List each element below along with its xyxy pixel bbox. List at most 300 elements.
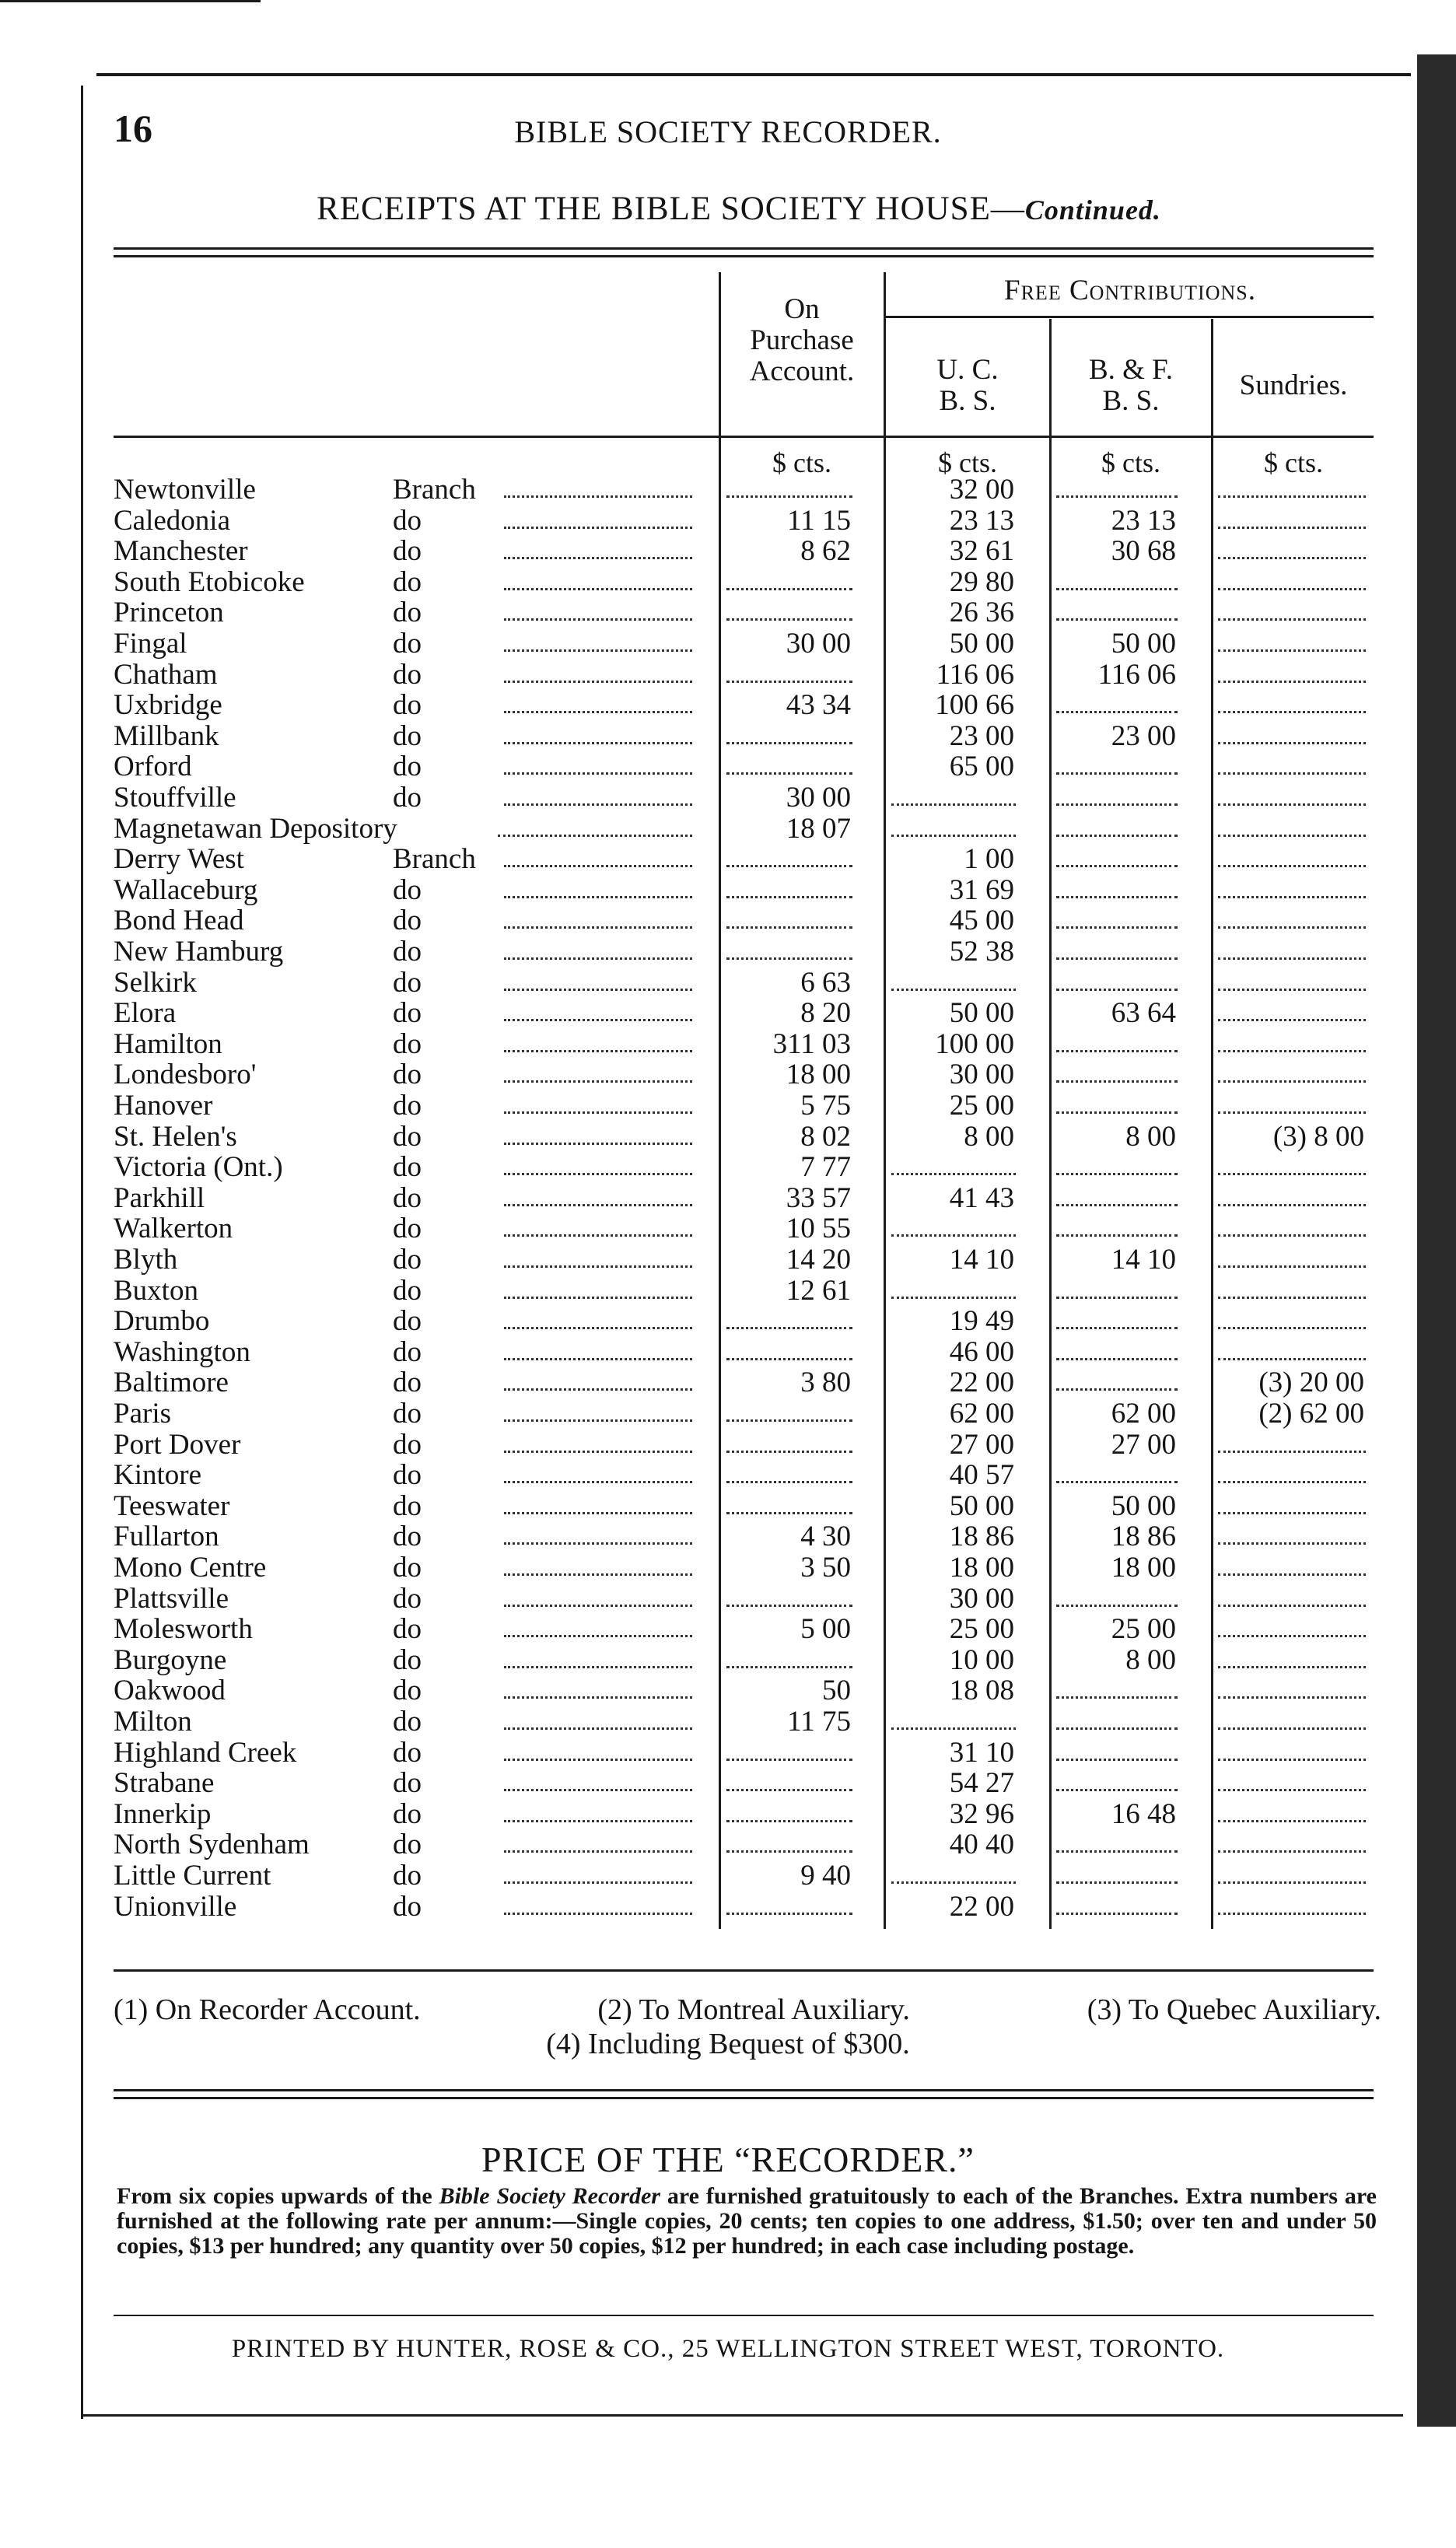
row-leader-dots [504, 1143, 692, 1145]
row-leader-dots [504, 618, 692, 621]
row-purchase-empty-dots [726, 772, 852, 775]
row-bfbs-empty-dots [1056, 1913, 1178, 1915]
row-sundries-empty-dots [1218, 1727, 1366, 1730]
row-sundries-empty-dots [1218, 1297, 1366, 1299]
row-sundries-empty-dots [1218, 1204, 1366, 1206]
header-ucbs [887, 355, 1048, 417]
table-row [0, 1059, 1456, 1090]
row-bfbs-value: 18 00 [1111, 1552, 1176, 1584]
row-place: Strabane [114, 1767, 215, 1800]
row-purchase-value: 50 [822, 1675, 851, 1707]
row-ucbs-value: 54 27 [949, 1767, 1014, 1800]
row-leader-dots [504, 1327, 692, 1329]
row-sundries-empty-dots [1218, 896, 1366, 898]
row-place: Manchester [114, 535, 248, 568]
row-leader-dots [504, 1019, 692, 1021]
row-sundries-empty-dots [1218, 681, 1366, 683]
row-purchase-value: 5 75 [800, 1090, 851, 1122]
row-ucbs-value: 18 08 [949, 1675, 1014, 1707]
header-on-purchase-line-1: On [784, 293, 820, 325]
row-sundries-empty-dots [1218, 1850, 1366, 1853]
row-sundries-empty-dots [1218, 1234, 1366, 1237]
row-leader-dots [504, 1080, 692, 1083]
row-bfbs-value: 50 00 [1111, 628, 1176, 660]
row-kind: do [393, 1305, 422, 1338]
row-ucbs-value: 41 43 [949, 1181, 1014, 1214]
row-ucbs-value: 10 00 [949, 1643, 1014, 1676]
row-sundries-empty-dots [1218, 742, 1366, 744]
row-bfbs-value: 16 48 [1111, 1797, 1176, 1830]
row-kind: do [393, 1335, 422, 1368]
row-sundries-empty-dots [1218, 1635, 1366, 1637]
row-ucbs-value: 30 00 [949, 1582, 1014, 1615]
table-row [0, 875, 1456, 906]
footnote-1: (1) On Recorder Account. [114, 1993, 421, 2026]
row-leader-dots [504, 495, 692, 498]
row-bfbs-empty-dots [1056, 1050, 1178, 1052]
row-sundries-empty-dots [1218, 711, 1366, 713]
table-row [0, 690, 1456, 721]
price-text-publication: Bible Society Recorder [439, 2183, 660, 2209]
row-sundries-value: (2) 62 00 [1258, 1398, 1364, 1430]
top-edge-rule [0, 0, 261, 2]
row-purchase-empty-dots [726, 926, 852, 929]
row-purchase-value: 3 80 [800, 1367, 851, 1399]
row-bfbs-empty-dots [1056, 803, 1178, 806]
row-leader-dots [504, 1265, 692, 1268]
row-leader-dots [504, 681, 692, 683]
row-kind: do [393, 504, 422, 537]
row-place: Victoria (Ont.) [114, 1151, 283, 1184]
row-purchase-value: 43 34 [786, 689, 851, 722]
table-row [0, 1491, 1456, 1522]
row-ucbs-value: 25 00 [949, 1613, 1014, 1646]
row-purchase-value: 33 57 [786, 1181, 851, 1214]
section-title-text: RECEIPTS AT THE BIBLE SOCIETY HOUSE— [317, 191, 1025, 227]
row-ucbs-value: 18 86 [949, 1521, 1014, 1553]
row-place: Parkhill [114, 1181, 205, 1214]
row-ucbs-value: 46 00 [949, 1335, 1014, 1368]
row-bfbs-value: 63 64 [1111, 997, 1176, 1030]
row-leader-dots [504, 1850, 692, 1853]
row-bfbs-empty-dots [1056, 1111, 1178, 1114]
row-sundries-empty-dots [1218, 1451, 1366, 1453]
row-place: South Etobicoke [114, 565, 305, 598]
row-leader-dots [504, 957, 692, 960]
row-leader-dots [504, 1173, 692, 1175]
notes-bottom-rule-1 [114, 2089, 1374, 2091]
row-bfbs-value: 18 86 [1111, 1521, 1176, 1553]
row-kind: Branch [393, 843, 476, 876]
row-ucbs-empty-dots [891, 803, 1016, 806]
table-row [0, 1367, 1456, 1398]
row-sundries-empty-dots [1218, 527, 1366, 529]
row-bfbs-value: 116 06 [1097, 658, 1176, 691]
table-row [0, 1614, 1456, 1645]
row-leader-dots [504, 1696, 692, 1699]
row-sundries-empty-dots [1218, 1111, 1366, 1114]
row-purchase-empty-dots [726, 742, 852, 744]
row-sundries-empty-dots [1218, 1265, 1366, 1268]
row-kind: do [393, 1613, 422, 1646]
row-ucbs-value: 100 00 [935, 1027, 1014, 1060]
row-leader-dots [504, 1481, 692, 1483]
row-ucbs-value: 45 00 [949, 905, 1014, 937]
row-place: Hamilton [114, 1027, 222, 1060]
row-ucbs-value: 50 00 [949, 1489, 1014, 1522]
row-bfbs-empty-dots [1056, 772, 1178, 775]
table-row [0, 1829, 1456, 1860]
row-bfbs-value: 62 00 [1111, 1398, 1176, 1430]
row-kind: do [393, 1367, 422, 1399]
row-sundries-empty-dots [1218, 1696, 1366, 1699]
table-row [0, 1122, 1456, 1153]
row-sundries-empty-dots [1218, 865, 1366, 867]
row-bfbs-empty-dots [1056, 1388, 1178, 1391]
table-row [0, 1090, 1456, 1122]
row-place: Drumbo [114, 1305, 210, 1338]
row-ucbs-empty-dots [891, 1297, 1016, 1299]
row-purchase-value: 11 75 [787, 1706, 851, 1738]
row-place: Walkerton [114, 1213, 233, 1245]
row-purchase-value: 30 00 [786, 782, 851, 814]
row-place: Princeton [114, 597, 224, 629]
row-kind: do [393, 1706, 422, 1738]
row-place: Chatham [114, 658, 218, 691]
row-kind: do [393, 1643, 422, 1676]
row-purchase-value: 10 55 [786, 1213, 851, 1245]
row-bfbs-empty-dots [1056, 926, 1178, 929]
row-leader-dots [504, 1451, 692, 1453]
row-bfbs-empty-dots [1056, 989, 1178, 991]
table-row [0, 814, 1456, 845]
free-contrib-rule [884, 316, 1374, 318]
row-bfbs-value: 8 00 [1125, 1120, 1176, 1153]
row-ucbs-value: 22 00 [949, 1367, 1014, 1399]
row-leader-dots [504, 926, 692, 929]
table-row [0, 1398, 1456, 1430]
row-leader-dots [504, 711, 692, 713]
row-ucbs-empty-dots [891, 1727, 1016, 1730]
row-kind: do [393, 1398, 422, 1430]
row-leader-dots [504, 1759, 692, 1761]
row-place: Burgoyne [114, 1643, 227, 1676]
table-row [0, 474, 1456, 506]
row-ucbs-empty-dots [891, 989, 1016, 991]
row-leader-dots [504, 527, 692, 529]
header-bottom-rule [114, 436, 1374, 438]
row-kind: do [393, 1860, 422, 1892]
table-row [0, 660, 1456, 691]
row-kind: do [393, 1090, 422, 1122]
table-row [0, 1430, 1456, 1461]
footnote-4: (4) Including Bequest of $300. [546, 2028, 910, 2060]
row-kind: do [393, 1675, 422, 1707]
row-kind: do [393, 1736, 422, 1769]
row-purchase-value: 4 30 [800, 1521, 851, 1553]
row-sundries-empty-dots [1218, 1481, 1366, 1483]
row-purchase-empty-dots [726, 1820, 852, 1822]
row-kind: do [393, 1274, 422, 1307]
row-kind: do [393, 597, 422, 629]
row-sundries-value: (3) 8 00 [1272, 1120, 1364, 1153]
row-sundries-empty-dots [1218, 1881, 1366, 1884]
header-ucbs-line-2: B. S. [939, 385, 996, 417]
row-leader-dots [504, 649, 692, 652]
row-sundries-empty-dots [1218, 1913, 1366, 1915]
row-ucbs-value: 23 00 [949, 719, 1014, 752]
row-bfbs-empty-dots [1056, 711, 1178, 713]
row-purchase-value: 6 63 [800, 966, 851, 999]
row-bfbs-empty-dots [1056, 1727, 1178, 1730]
row-ucbs-value: 1 00 [964, 843, 1014, 876]
row-sundries-empty-dots [1218, 926, 1366, 929]
row-bfbs-empty-dots [1056, 1881, 1178, 1884]
row-sundries-empty-dots [1218, 772, 1366, 775]
row-bfbs-empty-dots [1056, 1789, 1178, 1791]
row-kind: do [393, 1213, 422, 1245]
table-row [0, 1768, 1456, 1799]
row-purchase-value: 18 00 [786, 1059, 851, 1091]
row-ucbs-value: 30 00 [949, 1059, 1014, 1091]
row-place: Fullarton [114, 1521, 219, 1553]
row-ucbs-value: 100 66 [935, 689, 1014, 722]
row-kind: do [393, 1890, 422, 1923]
row-purchase-value: 9 40 [800, 1860, 851, 1892]
row-purchase-empty-dots [726, 1850, 852, 1853]
row-leader-dots [498, 835, 692, 837]
header-bfbs-line-2: B. S. [1102, 385, 1160, 417]
row-kind: do [393, 1181, 422, 1214]
row-place: Derry West [114, 843, 244, 876]
row-bfbs-empty-dots [1056, 957, 1178, 960]
row-ucbs-value: 116 06 [936, 658, 1014, 691]
table-row [0, 1337, 1456, 1368]
running-title: BIBLE SOCIETY RECORDER. [514, 114, 942, 149]
row-leader-dots [504, 1297, 692, 1299]
row-leader-dots [504, 742, 692, 744]
row-purchase-empty-dots [726, 1666, 852, 1668]
table-row [0, 721, 1456, 752]
row-place: Magnetawan Depository [114, 812, 397, 845]
row-bfbs-empty-dots [1056, 1173, 1178, 1175]
row-ucbs-value: 50 00 [949, 628, 1014, 660]
row-purchase-empty-dots [726, 896, 852, 898]
row-sundries-empty-dots [1218, 1573, 1366, 1576]
row-purchase-value: 8 02 [800, 1120, 851, 1153]
row-sundries-empty-dots [1218, 1789, 1366, 1791]
row-ucbs-value: 50 00 [949, 997, 1014, 1030]
footnotes-line-1 [114, 1993, 1381, 2027]
row-purchase-empty-dots [726, 957, 852, 960]
row-kind: do [393, 966, 422, 999]
header-free-contributions: Free Contributions. [1004, 275, 1256, 306]
row-kind: do [393, 1797, 422, 1830]
row-kind: do [393, 873, 422, 906]
row-purchase-value: 11 15 [787, 504, 851, 537]
row-leader-dots [504, 772, 692, 775]
row-bfbs-value: 25 00 [1111, 1613, 1176, 1646]
row-kind: do [393, 1151, 422, 1184]
page-frame-top [96, 73, 1411, 76]
row-kind: do [393, 1059, 422, 1091]
row-sundries-empty-dots [1218, 557, 1366, 559]
row-purchase-value: 7 77 [800, 1151, 851, 1184]
row-place: Washington [114, 1335, 250, 1368]
row-sundries-empty-dots [1218, 989, 1366, 991]
row-place: Paris [114, 1398, 171, 1430]
row-place: Mono Centre [114, 1552, 267, 1584]
table-row [0, 1460, 1456, 1491]
row-bfbs-empty-dots [1056, 495, 1178, 498]
table-row [0, 998, 1456, 1029]
row-ucbs-value: 18 00 [949, 1552, 1014, 1584]
row-bfbs-value: 50 00 [1111, 1489, 1176, 1522]
row-purchase-empty-dots [726, 495, 852, 498]
row-kind: do [393, 1767, 422, 1800]
row-place: Caledonia [114, 504, 231, 537]
row-ucbs-empty-dots [891, 1173, 1016, 1175]
table-row [0, 1799, 1456, 1830]
row-kind: Branch [393, 474, 476, 506]
row-purchase-empty-dots [726, 681, 852, 683]
row-sundries-empty-dots [1218, 957, 1366, 960]
row-sundries-empty-dots [1218, 1173, 1366, 1175]
row-leader-dots [504, 1605, 692, 1607]
row-sundries-empty-dots [1218, 1358, 1366, 1360]
row-purchase-empty-dots [726, 1913, 852, 1915]
row-leader-dots [504, 1358, 692, 1360]
table-top-rule-2 [114, 255, 1374, 257]
row-purchase-empty-dots [726, 865, 852, 867]
row-ucbs-value: 26 36 [949, 597, 1014, 629]
row-bfbs-value: 27 00 [1111, 1428, 1176, 1461]
row-sundries-empty-dots [1218, 649, 1366, 652]
row-purchase-value: 12 61 [786, 1274, 851, 1307]
row-ucbs-value: 65 00 [949, 751, 1014, 783]
row-ucbs-value: 40 40 [949, 1829, 1014, 1861]
row-purchase-empty-dots [726, 1512, 852, 1514]
row-place: Highland Creek [114, 1736, 297, 1769]
row-sundries-empty-dots [1218, 495, 1366, 498]
units-sundries: $ cts. [1264, 447, 1323, 478]
header-ucbs-line-1: U. C. [936, 354, 999, 386]
row-place: Fingal [114, 628, 187, 660]
row-place: Teeswater [114, 1489, 230, 1522]
row-leader-dots [504, 1234, 692, 1237]
row-purchase-value: 8 62 [800, 535, 851, 568]
row-kind: do [393, 1428, 422, 1461]
row-purchase-value: 8 20 [800, 997, 851, 1030]
row-bfbs-empty-dots [1056, 1297, 1178, 1299]
row-bfbs-empty-dots [1056, 1327, 1178, 1329]
row-place: Hanover [114, 1090, 213, 1122]
row-kind: do [393, 565, 422, 598]
row-bfbs-value: 23 00 [1111, 719, 1176, 752]
table-row [0, 936, 1456, 968]
row-bfbs-empty-dots [1056, 588, 1178, 590]
row-sundries-empty-dots [1218, 803, 1366, 806]
row-kind: do [393, 905, 422, 937]
row-bfbs-empty-dots [1056, 1850, 1178, 1853]
row-leader-dots [504, 1789, 692, 1791]
row-place: Uxbridge [114, 689, 222, 722]
row-ucbs-value: 8 00 [964, 1120, 1014, 1153]
header-on-purchase-line-2: Purchase [750, 324, 854, 356]
row-sundries-empty-dots [1218, 1080, 1366, 1083]
row-ucbs-value: 40 57 [949, 1459, 1014, 1492]
row-sundries-empty-dots [1218, 1542, 1366, 1545]
row-kind: do [393, 936, 422, 968]
row-leader-dots [504, 896, 692, 898]
row-ucbs-value: 32 00 [949, 474, 1014, 506]
price-text-rest: are furnished gratuitously to each of the Branches. Extra numbers are furnished at the following rate per annum:—Single copies, 20 cents; ten copies to one address, $1.50; over ten and under 50 copies, $13 per hundred; any quantity over 50 copies, $12 per hundred; in each case including postage. [117, 2183, 1377, 2259]
row-purchase-empty-dots [726, 1327, 852, 1329]
row-leader-dots [504, 1050, 692, 1052]
table-row [0, 1738, 1456, 1769]
row-kind: do [393, 658, 422, 691]
units-purchase: $ cts. [772, 447, 831, 478]
row-kind: do [393, 1244, 422, 1276]
row-leader-dots [504, 1204, 692, 1206]
price-title: PRICE OF THE “RECORDER.” [481, 2140, 975, 2179]
row-kind: do [393, 1489, 422, 1522]
row-leader-dots [504, 1820, 692, 1822]
notes-bottom-rule-2 [114, 2097, 1374, 2099]
table-bottom-rule [114, 1969, 1374, 1972]
row-place: Bond Head [114, 905, 244, 937]
row-sundries-empty-dots [1218, 618, 1366, 621]
row-leader-dots [504, 1727, 692, 1730]
row-bfbs-empty-dots [1056, 1234, 1178, 1237]
table-row [0, 597, 1456, 628]
row-ucbs-value: 62 00 [949, 1398, 1014, 1430]
row-sundries-empty-dots [1218, 1327, 1366, 1329]
table-row [0, 782, 1456, 814]
price-text-start: From six copies upwards of the [117, 2183, 439, 2209]
row-sundries-empty-dots [1218, 1050, 1366, 1052]
row-kind: do [393, 782, 422, 814]
row-sundries-empty-dots [1218, 588, 1366, 590]
row-leader-dots [504, 1913, 692, 1915]
row-kind: do [393, 1459, 422, 1492]
row-bfbs-empty-dots [1056, 835, 1178, 837]
page-number: 16 [114, 107, 152, 150]
table-row [0, 1521, 1456, 1552]
row-place: Plattsville [114, 1582, 229, 1615]
row-purchase-empty-dots [726, 1358, 852, 1360]
row-purchase-value: 18 07 [786, 812, 851, 845]
row-bfbs-empty-dots [1056, 1481, 1178, 1483]
row-kind: do [393, 1120, 422, 1153]
row-sundries-empty-dots [1218, 1759, 1366, 1761]
table-row [0, 1213, 1456, 1244]
header-on-purchase [722, 294, 882, 387]
row-place: North Sydenham [114, 1829, 310, 1861]
row-place: Selkirk [114, 966, 197, 999]
row-place: Stouffville [114, 782, 236, 814]
row-kind: do [393, 1521, 422, 1553]
table-row [0, 1276, 1456, 1307]
row-leader-dots [504, 1635, 692, 1637]
row-leader-dots [504, 588, 692, 590]
row-bfbs-empty-dots [1056, 1605, 1178, 1607]
printer-imprint: PRINTED BY HUNTER, ROSE & CO., 25 WELLINGTON STREET WEST, TORONTO. [231, 2335, 1225, 2363]
row-kind: do [393, 1829, 422, 1861]
table-row [0, 1244, 1456, 1276]
row-ucbs-empty-dots [891, 1234, 1016, 1237]
table-row [0, 1892, 1456, 1923]
